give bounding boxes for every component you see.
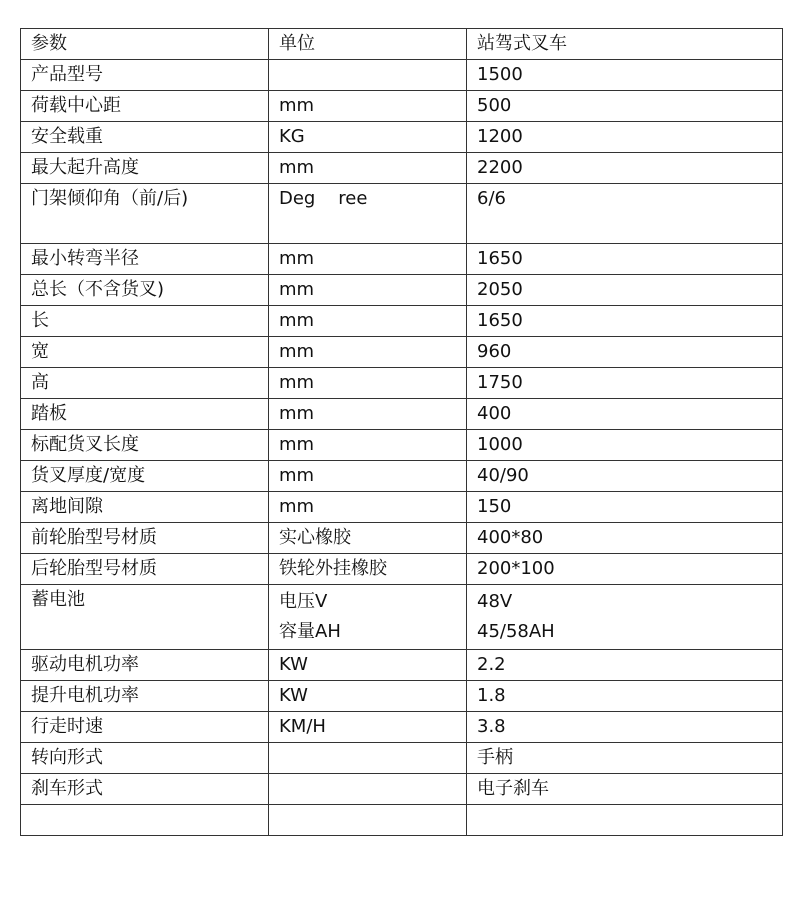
- unit-cell: KW: [269, 650, 467, 681]
- table-row: [21, 774, 783, 805]
- param-cell: 荷载中心距: [21, 91, 269, 122]
- table-row: [21, 184, 783, 244]
- table-row: [21, 122, 783, 153]
- spec-table: [20, 28, 783, 836]
- value-cell: 400*80: [467, 523, 783, 554]
- unit-cell: KW: [269, 681, 467, 712]
- param-cell: 转向形式: [21, 743, 269, 774]
- param-cell: 总长（不含货叉): [21, 275, 269, 306]
- table-row: [21, 91, 783, 122]
- param-cell: 宽: [21, 337, 269, 368]
- table-row: [21, 712, 783, 743]
- table-row-header: [21, 29, 783, 60]
- value-line-voltage: 48V: [477, 591, 513, 612]
- param-cell: [21, 805, 269, 836]
- unit-cell: mm: [269, 337, 467, 368]
- table-row: [21, 461, 783, 492]
- table-row: [21, 306, 783, 337]
- table-row: [21, 275, 783, 306]
- value-cell: 150: [467, 492, 783, 523]
- value-cell: 2200: [467, 153, 783, 184]
- value-cell: [467, 585, 783, 650]
- value-cell: 500: [467, 91, 783, 122]
- unit-cell: mm: [269, 368, 467, 399]
- table-row-empty: [21, 805, 783, 836]
- param-cell: 最大起升高度: [21, 153, 269, 184]
- table-row: [21, 430, 783, 461]
- table-row: [21, 368, 783, 399]
- param-cell: 蓄电池: [21, 585, 269, 650]
- unit-cell: 实心橡胶: [269, 523, 467, 554]
- value-cell: 电子刹车: [467, 774, 783, 805]
- param-cell: 安全载重: [21, 122, 269, 153]
- unit-cell: [269, 585, 467, 650]
- value-cell: 1200: [467, 122, 783, 153]
- param-cell: 行走时速: [21, 712, 269, 743]
- param-cell: 踏板: [21, 399, 269, 430]
- value-cell: 手柄: [467, 743, 783, 774]
- value-line-capacity: 45/58AH: [477, 621, 555, 642]
- param-cell: 后轮胎型号材质: [21, 554, 269, 585]
- value-cell: 1500: [467, 60, 783, 91]
- unit-cell: mm: [269, 306, 467, 337]
- header-param: 参数: [21, 29, 269, 60]
- unit-cell: mm: [269, 430, 467, 461]
- unit-cell: mm: [269, 244, 467, 275]
- unit-cell: mm: [269, 461, 467, 492]
- unit-cell: [269, 805, 467, 836]
- value-cell: 200*100: [467, 554, 783, 585]
- unit-cell: mm: [269, 91, 467, 122]
- param-cell: 驱动电机功率: [21, 650, 269, 681]
- value-cell: 40/90: [467, 461, 783, 492]
- value-cell: 400: [467, 399, 783, 430]
- value-cell: 3.8: [467, 712, 783, 743]
- value-cell: 1650: [467, 306, 783, 337]
- value-cell: 2050: [467, 275, 783, 306]
- param-cell: 高: [21, 368, 269, 399]
- unit-cell: mm: [269, 399, 467, 430]
- header-unit: 单位: [269, 29, 467, 60]
- table-row: [21, 337, 783, 368]
- table-row: [21, 153, 783, 184]
- unit-cell: mm: [269, 275, 467, 306]
- param-cell: 产品型号: [21, 60, 269, 91]
- value-cell: 1.8: [467, 681, 783, 712]
- value-cell: 1650: [467, 244, 783, 275]
- param-cell: 提升电机功率: [21, 681, 269, 712]
- table-row: [21, 743, 783, 774]
- unit-cell: [269, 743, 467, 774]
- param-cell: 长: [21, 306, 269, 337]
- table-row: [21, 585, 783, 650]
- table-row: [21, 60, 783, 91]
- unit-cell: mm: [269, 492, 467, 523]
- table-row: [21, 650, 783, 681]
- param-cell: 离地间隙: [21, 492, 269, 523]
- unit-cell: KG: [269, 122, 467, 153]
- table-row: [21, 492, 783, 523]
- param-cell: 前轮胎型号材质: [21, 523, 269, 554]
- unit-cell: 铁轮外挂橡胶: [269, 554, 467, 585]
- value-cell: 2.2: [467, 650, 783, 681]
- value-cell: 1750: [467, 368, 783, 399]
- unit-cell: [269, 774, 467, 805]
- param-cell: 门架倾仰角（前/后): [21, 184, 269, 244]
- value-cell: 1000: [467, 430, 783, 461]
- table-row: [21, 554, 783, 585]
- param-cell: 刹车形式: [21, 774, 269, 805]
- value-cell: [467, 805, 783, 836]
- value-cell: 6/6: [467, 184, 783, 244]
- header-value: 站驾式叉车: [467, 29, 783, 60]
- table-row: [21, 244, 783, 275]
- param-cell: 最小转弯半径: [21, 244, 269, 275]
- table-row: [21, 681, 783, 712]
- param-cell: 标配货叉长度: [21, 430, 269, 461]
- unit-cell: Deg ree: [269, 184, 467, 244]
- table-row: [21, 399, 783, 430]
- table-row: [21, 523, 783, 554]
- unit-cell: mm: [269, 153, 467, 184]
- unit-line-voltage: 电压V: [279, 591, 328, 612]
- unit-cell: KM/H: [269, 712, 467, 743]
- value-cell: 960: [467, 337, 783, 368]
- param-cell: 货叉厚度/宽度: [21, 461, 269, 492]
- unit-cell: [269, 60, 467, 91]
- unit-line-capacity: 容量AH: [279, 621, 341, 642]
